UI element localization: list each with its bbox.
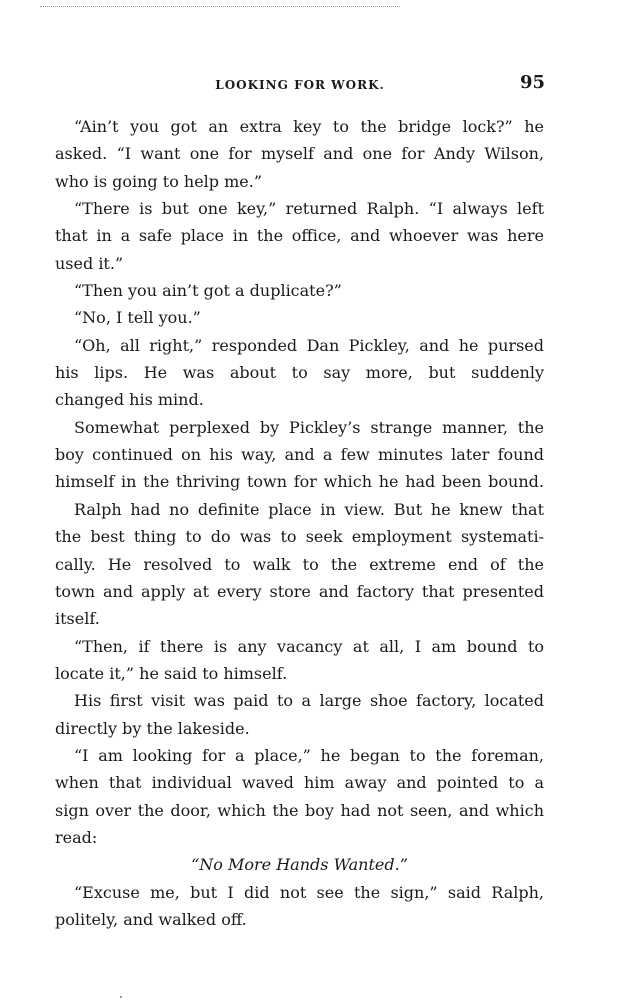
text-line: politely, and walked off. (55, 909, 247, 929)
text-line: “Ain’t you got an extra key to the bridge lock?” he (74, 117, 544, 136)
scan-speck (120, 996, 122, 998)
text-line: that in a safe place in the office, and whoever was here (55, 226, 544, 246)
page-number: 95 (519, 72, 545, 93)
text-line: “Excuse me, but I did not see the sign,” said Ralph, (74, 882, 544, 902)
text-line: asked. “I want one for myself and one for Andy Wilson, (55, 144, 544, 164)
text-line: used it.” (55, 253, 124, 273)
text-line: “I am looking for a place,” he began to the foreman, (74, 745, 544, 765)
text-line: himself in the thriving town for which he had been bound. (55, 472, 544, 492)
top-edge-rule (40, 6, 400, 7)
text-line: when that individual waved him away and pointed to a (55, 773, 544, 793)
sign-quote: “No More Hands Wanted.” (191, 855, 408, 875)
text-line: Somewhat perplexed by Pickley’s strange manner, the (74, 417, 544, 437)
text-line: His first visit was paid to a large shoe factory, located (74, 691, 544, 711)
text-line: locate it,” he said to himself. (55, 663, 288, 683)
text-line: who is going to help me.” (55, 171, 263, 191)
text-line: his lips. He was about to say more, but suddenly (55, 363, 544, 383)
text-line: town and apply at every store and factory that presented (55, 581, 544, 601)
text-line: “Then you ain’t got a duplicate?” (74, 281, 342, 301)
text-line: read: (55, 827, 98, 847)
text-line: changed his mind. (55, 390, 204, 410)
text-line: “Oh, all right,” responded Dan Pickley, and he pursed (74, 335, 544, 355)
page-header (55, 72, 545, 98)
text-line: directly by the lakeside. (55, 718, 250, 738)
text-line: sign over the door, which the boy had not seen, and which (55, 800, 544, 820)
running-title: LOOKING FOR WORK. (215, 78, 385, 92)
text-line: the best thing to do was to seek employment systemati- (55, 527, 544, 547)
text-line: cally. He resolved to walk to the extreme end of the (55, 554, 544, 574)
text-line: boy continued on his way, and a few minutes later found (55, 445, 544, 465)
body-text (55, 113, 544, 933)
text-line: Ralph had no definite place in view. But he knew that (74, 499, 544, 519)
text-line: “No, I tell you.” (74, 308, 201, 328)
text-line: “Then, if there is any vacancy at all, I am bound to (74, 636, 544, 656)
text-line: itself. (55, 609, 100, 629)
text-line: “There is but one key,” returned Ralph. “I always left (74, 199, 544, 219)
